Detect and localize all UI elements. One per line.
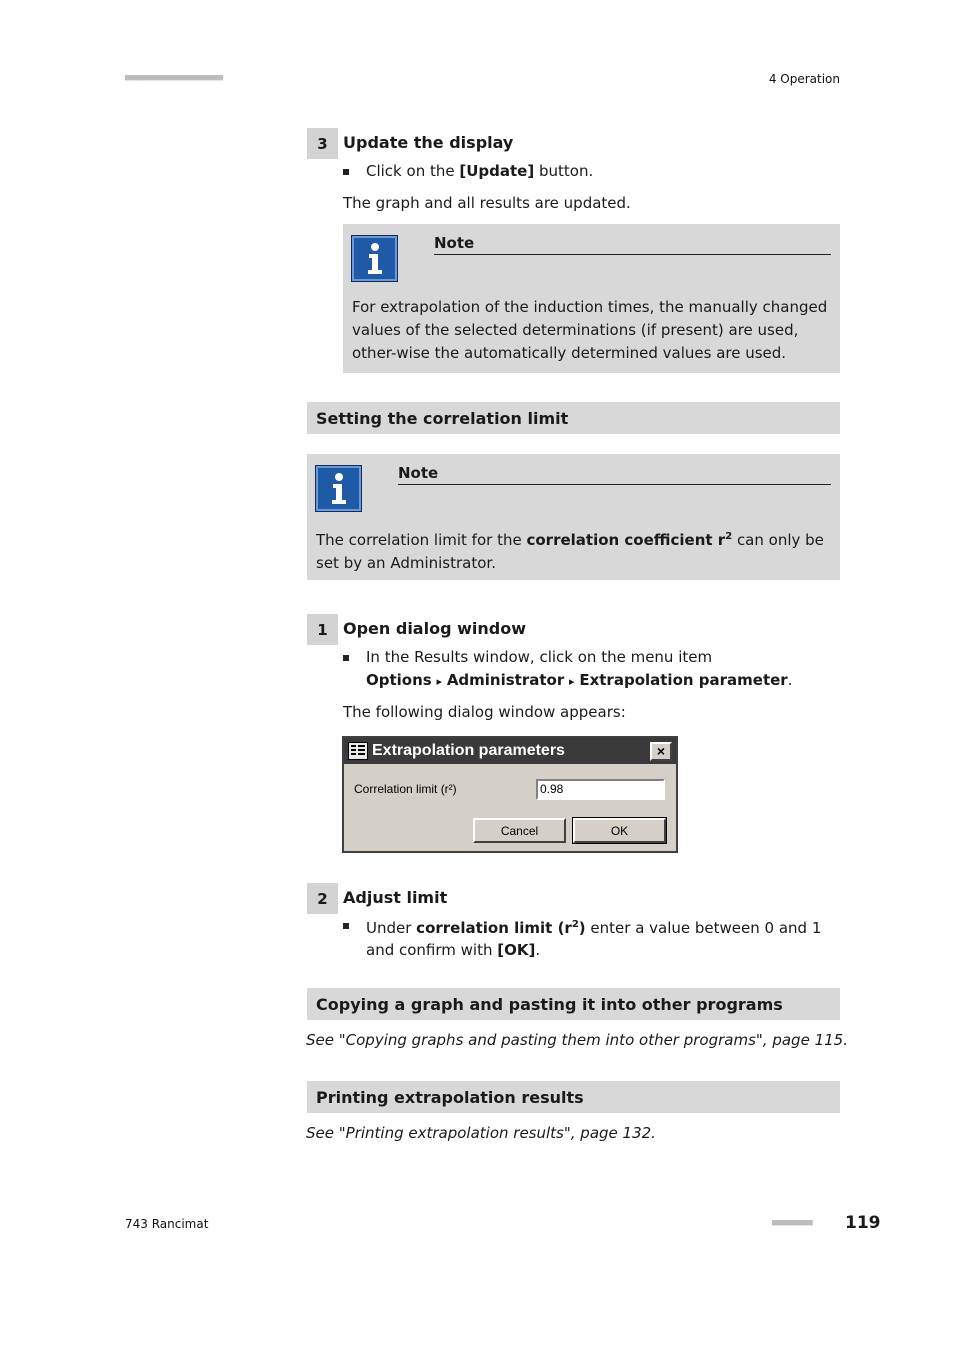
- footer-product: 743 Rancimat: [125, 1217, 209, 1231]
- step-number: 2: [307, 883, 338, 914]
- note-title: Note: [434, 234, 831, 255]
- extrapolation-dialog: [342, 736, 678, 853]
- step-number: 3: [307, 128, 338, 159]
- step-title: Open dialog window: [343, 619, 526, 638]
- step-number: 1: [307, 614, 338, 645]
- info-icon: [315, 465, 362, 512]
- ok-button[interactable]: OK: [573, 818, 666, 843]
- page-number: 119: [845, 1213, 881, 1233]
- correlation-limit-input[interactable]: 0.98: [536, 779, 665, 800]
- correlation-limit-label: Correlation limit (r²): [354, 782, 457, 796]
- step-instruction: Click on the [Update] button.: [366, 162, 594, 180]
- bullet: [343, 923, 349, 929]
- section-heading: Printing extrapolation results: [307, 1081, 840, 1113]
- section-heading: Copying a graph and pasting it into other programs: [307, 988, 840, 1020]
- header-decoration: ■■■■■■■■■■■■■■■■■■■■■■: [125, 73, 223, 83]
- footer-decoration: ■■■■■■■■■: [772, 1218, 812, 1228]
- dialog-title: Extrapolation parameters: [372, 742, 565, 759]
- step-title: Adjust limit: [343, 888, 448, 907]
- note-box: [307, 454, 840, 580]
- note-text: The correlation limit for the correlation coefficient $r^2$ can only be set by an Administrator.: [316, 531, 824, 572]
- cross-reference[interactable]: See "Printing extrapolation results", page 132.: [306, 1124, 656, 1142]
- cross-reference[interactable]: See "Copying graphs and pasting them into other programs", page 115.: [306, 1031, 848, 1049]
- note-title: Note: [398, 464, 831, 485]
- step-result: The graph and all results are updated.: [343, 194, 631, 212]
- step-instruction: In the Results window, click on the menu item: [366, 648, 713, 666]
- close-button[interactable]: ×: [650, 742, 672, 761]
- bullet: [343, 655, 349, 661]
- window-icon: [348, 742, 368, 760]
- info-icon: [351, 235, 398, 282]
- bullet: [343, 169, 349, 175]
- section-heading: Setting the correlation limit: [307, 402, 840, 434]
- step-result: The following dialog window appears:: [343, 703, 626, 721]
- dialog-titlebar: [344, 738, 676, 764]
- step-instruction: Under correlation limit $(r^2)$ enter a value between 0 and 1 and confirm with [OK].: [366, 919, 822, 959]
- cancel-button[interactable]: Cancel: [473, 818, 566, 843]
- step-title: Update the display: [343, 133, 514, 152]
- header-section: 4 Operation: [768, 72, 840, 86]
- menu-path: Options ▸ Administrator ▸ Extrapolation parameter.: [366, 671, 793, 689]
- note-box: [343, 224, 840, 373]
- note-text: For extrapolation of the induction times, the manually changed values of the selected determinations (if present) are used, other-wise the automatically determined values are used.: [352, 298, 828, 362]
